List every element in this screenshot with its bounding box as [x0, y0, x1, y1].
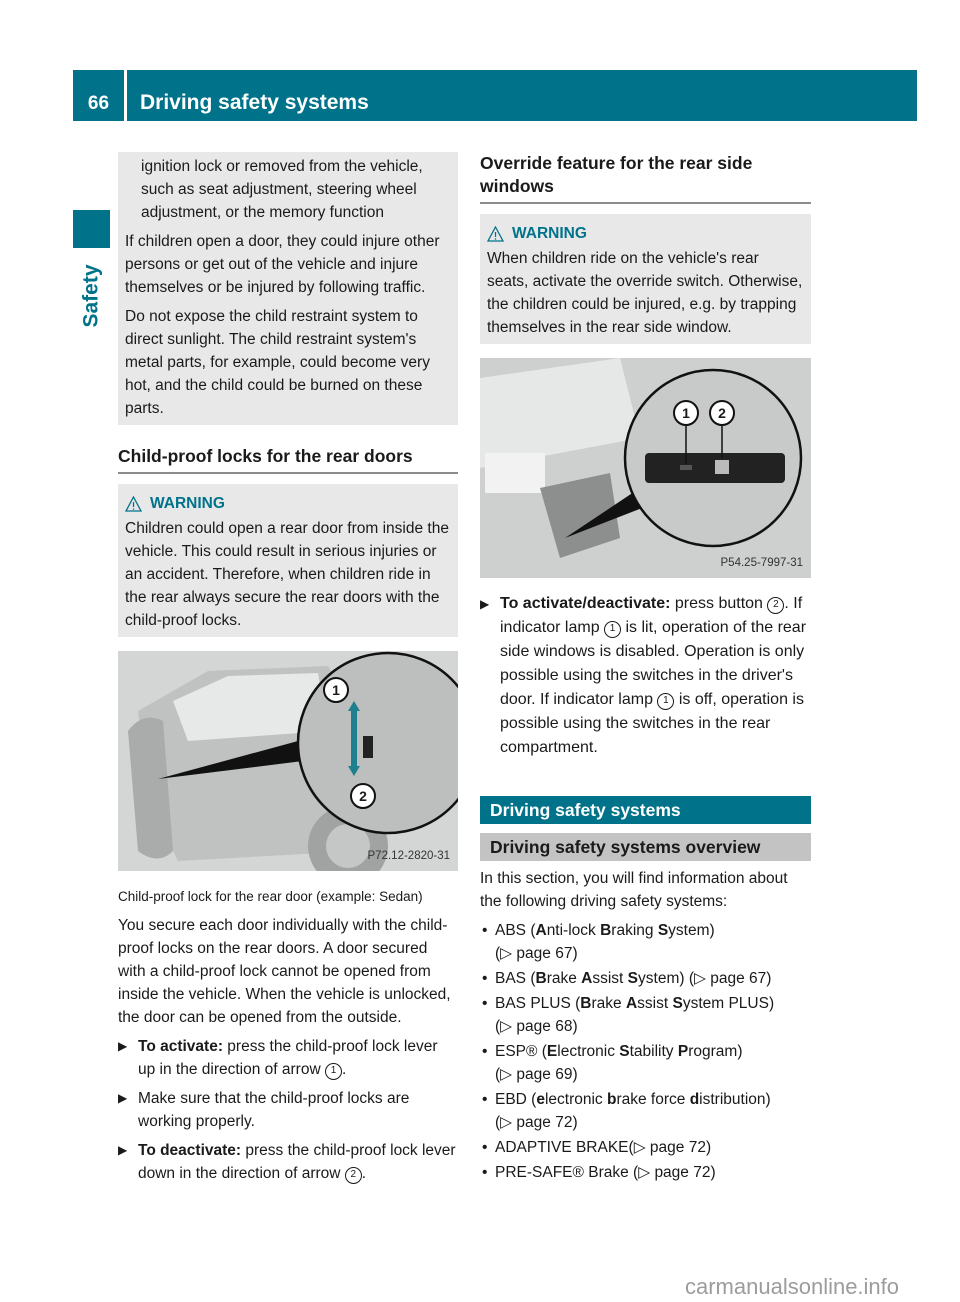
- step-text: press the child-proof lock lever up in the direction of arrow: [138, 1038, 438, 1078]
- acronym-letter: b: [607, 1091, 617, 1108]
- warning-text: When children ride on the vehicle's rear seats, activate the override switch. Otherwise, the children could be injured, e.g. by trapping themselves in the rear side window.: [487, 250, 803, 336]
- side-tab-label: Safety: [79, 264, 103, 328]
- word-rest: rogram: [688, 1043, 738, 1060]
- acronym-letter: B: [580, 995, 592, 1012]
- ref-number: 1: [604, 621, 621, 638]
- acronym-letter: P: [677, 1043, 689, 1060]
- section-heading: Override feature for the rear side windows: [480, 152, 811, 204]
- callout-2: 2: [709, 400, 735, 426]
- instruction-step: [118, 1035, 458, 1081]
- step-label: To activate:: [138, 1038, 223, 1055]
- system-name: BAS PLUS: [495, 995, 571, 1012]
- list-item: • EBD (electronic brake force distribution) (▷ page 72): [480, 1088, 811, 1134]
- ref-number: 2: [345, 1167, 362, 1184]
- callout-1: 1: [673, 400, 699, 426]
- side-tab: [73, 255, 110, 337]
- warning-header: [487, 222, 804, 245]
- word-rest: lectronic: [557, 1043, 620, 1060]
- system-name: BAS: [495, 970, 527, 987]
- page-ref-icon: ▷: [633, 1139, 646, 1156]
- word-rest: raking: [611, 922, 658, 939]
- section-heading: Child-proof locks for the rear doors: [118, 445, 458, 474]
- step-label: To deactivate:: [138, 1142, 242, 1159]
- warning-continued-box: [118, 152, 458, 425]
- acronym-letter: e: [536, 1091, 545, 1108]
- warning-triangle-icon: [125, 496, 142, 512]
- page-link[interactable]: page 72: [649, 1139, 706, 1156]
- ref-number: 1: [657, 693, 674, 710]
- instruction-step: [118, 1139, 458, 1185]
- door-panel-illustration: [480, 358, 811, 578]
- page-link[interactable]: page 67: [516, 945, 573, 962]
- warning-header: [125, 492, 451, 515]
- car-door-illustration: [118, 651, 458, 871]
- system-name: PRE-SAFE® Brake: [495, 1164, 629, 1181]
- word-rest: ssist: [637, 995, 673, 1012]
- body-paragraph: You secure each door individually with the child-proof locks on the rear doors. A door secured with a child-proof lock cannot be opened from inside the vehicle. When the vehicle is unlocked, the door can be opened from the outside.: [118, 917, 451, 1026]
- acronym-letter: A: [625, 995, 638, 1012]
- page-ref-icon: ▷: [500, 1018, 513, 1035]
- acronym-letter: d: [689, 1091, 700, 1108]
- word-rest: rake: [591, 995, 626, 1012]
- warning-paragraph: Do not expose the child restraint system to direct sunlight. The child restraint system's metal parts, for example, could become very hot, and the child could be burned on these parts.: [125, 308, 430, 417]
- step-label: To activate/deactivate:: [500, 595, 671, 612]
- acronym-letter: S: [619, 1043, 630, 1060]
- page-header: [127, 70, 917, 121]
- step-text: press button: [670, 595, 768, 612]
- list-item: • BAS (Brake Assist System) (▷ page 67): [480, 967, 811, 990]
- warning-triangle-icon: [487, 226, 504, 242]
- page-link[interactable]: page 72: [654, 1164, 711, 1181]
- figure-code: P72.12-2820-31: [367, 850, 450, 862]
- page-ref-icon: ▷: [500, 1114, 513, 1131]
- callout-2: 2: [350, 783, 376, 809]
- page-ref-icon: ▷: [638, 1164, 651, 1181]
- page-ref-icon: ▷: [500, 1066, 513, 1083]
- callout-1: 1: [323, 677, 349, 703]
- step-text: press the child-proof lock lever down in the direction of arrow: [138, 1142, 456, 1182]
- system-name: ABS: [495, 922, 527, 939]
- page-number-text: 66: [87, 93, 110, 114]
- system-name: ESP®: [495, 1043, 538, 1060]
- word-rest: nti-lock: [546, 922, 601, 939]
- chapter-title: Driving safety systems: [140, 91, 369, 114]
- instruction-step: [480, 592, 811, 760]
- step-text: . If indicator lamp: [500, 595, 803, 636]
- warning-text: Children could open a rear door from inside the vehicle. This could result in serious injuries or an accident. Therefore, when children ride in the rear always secure the rear doors with the child-proof locks.: [125, 520, 449, 629]
- acronym-letter: B: [535, 970, 547, 987]
- acronym-letter: S: [627, 970, 639, 987]
- continued-text: ignition lock or removed from the vehicle, such as seat adjustment, steering wheel adjustment, or the memory function: [141, 158, 423, 221]
- right-column: [480, 152, 811, 1186]
- step-text: Make sure that the child-proof locks are working properly.: [138, 1090, 410, 1130]
- warning-label: WARNING: [512, 225, 587, 242]
- punctuation: .: [341, 1061, 347, 1078]
- system-name: ADAPTIVE BRAKE: [495, 1139, 629, 1156]
- ref-number: 1: [325, 1063, 342, 1080]
- step-text: is off, operation is possible using the switches in the rear compartment.: [500, 691, 804, 756]
- watermark: carmanualsonline.info: [685, 1274, 900, 1299]
- subsection-banner: Driving safety systems overview: [480, 833, 811, 861]
- word-rest: ssist: [592, 970, 628, 987]
- word-rest: rake force: [616, 1091, 690, 1108]
- acronym-letter: S: [657, 922, 669, 939]
- intro-paragraph: In this section, you will find information about the following driving safety systems:: [480, 870, 788, 910]
- word-rest: ystem: [638, 970, 680, 987]
- list-item: • ESP® (Electronic Stability Program) (▷ page 69): [480, 1040, 811, 1086]
- left-column: [118, 152, 458, 1191]
- child-lock-figure: [118, 651, 458, 871]
- acronym-letter: S: [672, 995, 683, 1012]
- figure-code: P54.25-7997-31: [720, 557, 803, 569]
- figure-caption: Child-proof lock for the rear door (example: Sedan): [118, 889, 423, 904]
- word-rest: rake: [546, 970, 582, 987]
- acronym-letter: A: [581, 970, 593, 987]
- page-link[interactable]: page 67: [710, 970, 767, 987]
- list-item: • BAS PLUS (Brake Assist System PLUS) (▷ page 68): [480, 992, 811, 1038]
- acronym-letter: E: [546, 1043, 558, 1060]
- ref-number: 2: [767, 597, 784, 614]
- page-ref-icon: ▷: [694, 970, 706, 987]
- word-rest: lectronic: [544, 1091, 607, 1108]
- warning-paragraph: If children open a door, they could injure other persons or get out of the vehicle and injure themselves or be injured by following traffic.: [125, 233, 440, 296]
- warning-label: WARNING: [150, 495, 225, 512]
- page-number: [73, 70, 124, 121]
- page-link[interactable]: page 68: [516, 1018, 573, 1035]
- page-link[interactable]: page 72: [516, 1114, 573, 1131]
- instruction-step: [118, 1087, 458, 1133]
- word-rest: ystem: [668, 922, 710, 939]
- word-rest: istribution: [699, 1091, 766, 1108]
- warning-box: [480, 214, 811, 344]
- word-rest: ystem PLUS: [682, 995, 769, 1012]
- side-tab-marker: [73, 210, 110, 248]
- acronym-letter: B: [600, 922, 612, 939]
- page-link[interactable]: page 69: [516, 1066, 573, 1083]
- list-item: • ABS (Anti-lock Braking System) (▷ page 67): [480, 919, 811, 965]
- page-ref-icon: ▷: [500, 945, 513, 962]
- override-switch-figure: [480, 358, 811, 578]
- systems-list: [480, 919, 811, 1184]
- system-name: EBD: [495, 1091, 527, 1108]
- list-item: • PRE-SAFE® Brake (▷ page 72): [480, 1161, 811, 1184]
- list-item: • ADAPTIVE BRAKE(▷ page 72): [480, 1136, 811, 1159]
- warning-box: [118, 484, 458, 637]
- section-banner: Driving safety systems: [480, 796, 811, 824]
- step-text: is lit, operation of the rear side windows is disabled. Operation is only possible using the switches in the driver's door. If indicator lamp: [500, 619, 807, 708]
- punctuation: .: [361, 1165, 367, 1182]
- acronym-letter: A: [535, 922, 547, 939]
- word-rest: tability: [629, 1043, 678, 1060]
